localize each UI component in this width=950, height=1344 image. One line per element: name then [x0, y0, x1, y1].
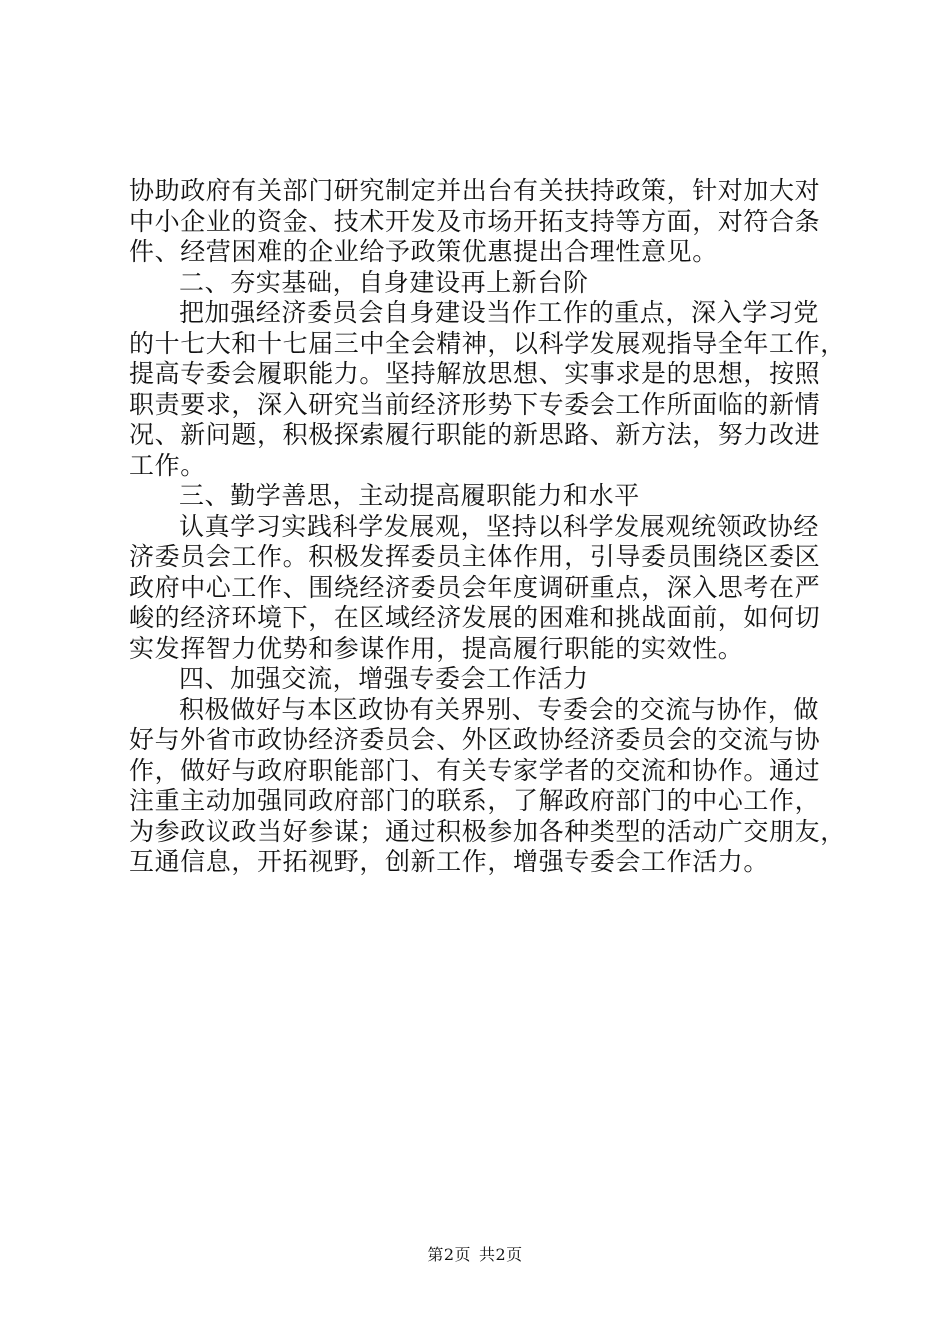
text-line: 四、加强交流，增强专委会工作活力 [179, 664, 589, 693]
text-line: 作，做好与政府职能部门、有关专家学者的交流和协作。通过 [129, 755, 821, 785]
text-line: 互通信息，开拓视野，创新工作，增强专委会工作活力。 [129, 847, 770, 876]
page-number: 第2页 [427, 1245, 471, 1264]
text-line: 二、夯实基础，自身建设再上新台阶 [179, 267, 589, 297]
text-line: 实发挥智力优势和参谋作用，提高履行职能的实效性。 [129, 633, 744, 663]
text-line: 积极做好与本区政协有关界别、专委会的交流与协作，做 [179, 694, 820, 724]
text-line: 好与外省市政协经济委员会、外区政协经济委员会的交流与协 [129, 725, 821, 754]
text-line: 提高专委会履职能力。坚持解放思想、实事求是的思想，按照 [129, 359, 821, 388]
text-line: 峻的经济环境下，在区域经济发展的困难和挑战面前，如何切 [129, 603, 821, 632]
document-body [129, 176, 846, 878]
page-footer [0, 1245, 950, 1265]
text-line: 中小企业的资金、技术开发及市场开拓支持等方面，对符合条 [129, 206, 821, 236]
text-line: 协助政府有关部门研究制定并出台有关扶持政策，针对加大对 [129, 176, 821, 205]
text-line: 的十七大和十七届三中全会精神，以科学发展观指导全年工作， [129, 328, 846, 358]
text-line: 况、新问题，积极探索履行职能的新思路、新方法，努力改进 [129, 420, 821, 449]
text-line: 把加强经济委员会自身建设当作工作的重点，深入学习党 [179, 298, 820, 327]
text-line: 注重主动加强同政府部门的联系，了解政府部门的中心工作， [129, 786, 821, 815]
text-line: 济委员会工作。积极发挥委员主体作用，引导委员围绕区委区 [129, 542, 821, 571]
text-line: 政府中心工作、围绕经济委员会年度调研重点，深入思考在严 [129, 572, 821, 602]
page-total: 共2页 [479, 1245, 523, 1264]
text-line: 认真学习实践科学发展观，坚持以科学发展观统领政协经 [179, 511, 820, 541]
text-line: 件、经营困难的企业给予政策优惠提出合理性意见。 [129, 237, 718, 266]
text-line: 为参政议政当好参谋；通过积极参加各种类型的活动广交朋友， [129, 816, 846, 846]
text-line: 三、勤学善思，主动提高履职能力和水平 [179, 481, 640, 510]
text-line: 工作。 [129, 450, 206, 480]
text-line: 职责要求，深入研究当前经济形势下专委会工作所面临的新情 [129, 389, 821, 419]
